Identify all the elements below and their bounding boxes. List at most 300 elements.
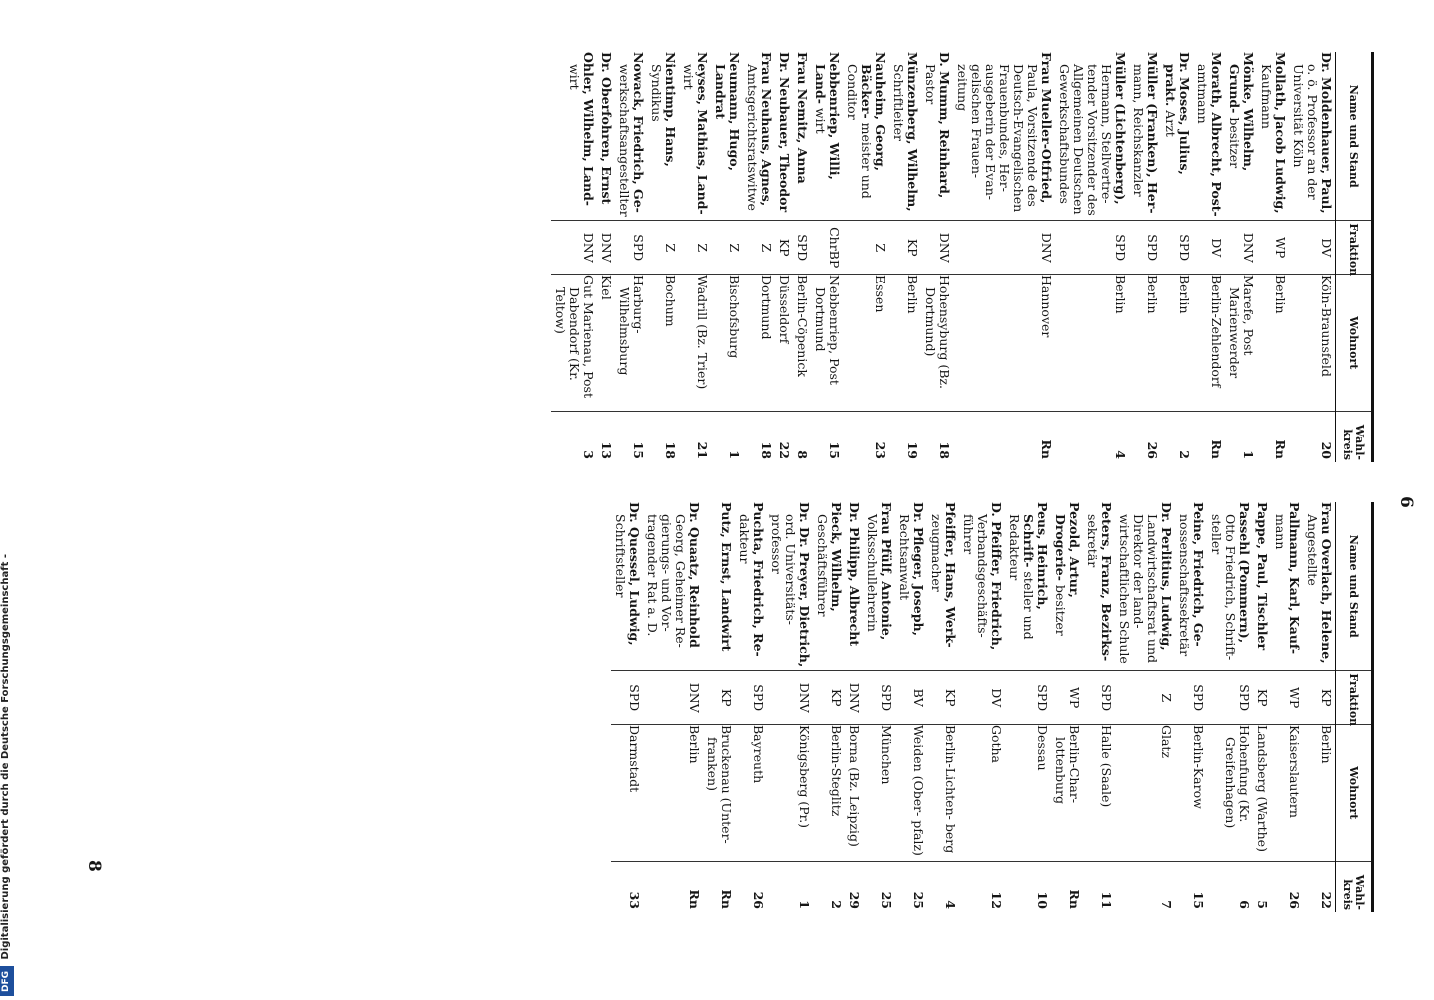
- member-name-cell: [643, 502, 703, 671]
- member-occupation: mann, Reichskanzler: [1130, 64, 1146, 197]
- member-name-cell: [1225, 52, 1257, 221]
- member-wahlkreis: 2: [813, 861, 845, 912]
- table-row: [1225, 52, 1257, 462]
- member-wohnort: Landsberg (Warthe): [1253, 724, 1271, 861]
- member-name-cell: [953, 52, 1055, 221]
- member-occupation: Volksschullehrerin: [864, 514, 880, 632]
- table-row: [863, 502, 895, 912]
- member-wohnort: Kiel: [597, 274, 615, 411]
- member-name-cell: [735, 502, 767, 671]
- table-row: [679, 52, 711, 462]
- member-wohnort: Essen: [843, 274, 889, 411]
- table-row: [1289, 52, 1336, 462]
- member-wohnort: Berlin: [1161, 274, 1193, 411]
- member-fraktion: KP: [775, 221, 793, 275]
- member-occupation: Syndikus: [648, 64, 664, 122]
- member-wohnort: Berlin: [643, 724, 703, 861]
- member-occupation: sekretär: [1084, 514, 1100, 568]
- member-wohnort: Berlin-Karow: [1175, 724, 1207, 861]
- member-wohnort: Berlin-Lichten- berg: [927, 724, 959, 861]
- member-wohnort: Bruckenau (Unter- franken): [703, 724, 735, 861]
- header-name: Name und Stand: [1335, 502, 1371, 671]
- member-name: Frau Neuhaus, Agnes,: [758, 52, 774, 207]
- member-occupation: dakteur: [736, 514, 752, 564]
- table-row: [551, 52, 597, 462]
- member-fraktion: KP: [927, 671, 959, 725]
- member-wohnort: Hannover: [953, 274, 1055, 411]
- member-wahlkreis: 22: [1303, 861, 1336, 912]
- table-row: [1271, 502, 1303, 912]
- header-wahlkreis: Wahl-kreis: [1335, 411, 1371, 462]
- header-wohnort: Wohnort: [1335, 724, 1371, 861]
- member-name: Pezold, Artur, Drogerie-: [1052, 502, 1082, 598]
- member-name: Frau Mueller-Otfried,: [1038, 52, 1054, 204]
- table-row: [775, 52, 793, 462]
- member-fraktion: KP: [1303, 671, 1336, 725]
- member-name-cell: [813, 502, 845, 671]
- member-name-cell: [1193, 52, 1225, 221]
- member-name: Neyses, Mathias, Land-: [694, 52, 710, 215]
- member-wohnort: Marefe, Post Marienwerder: [1225, 274, 1257, 411]
- member-name-cell: [921, 52, 953, 221]
- member-wahlkreis: 21: [679, 411, 711, 462]
- member-name-cell: [611, 502, 643, 671]
- table-row: [1005, 502, 1051, 912]
- member-occupation: wirt: [566, 64, 582, 90]
- member-wohnort: Harburg- Wilhelmsburg: [615, 274, 647, 411]
- member-fraktion: Z: [647, 221, 679, 275]
- member-occupation: Verbandsgeschäfts- führer: [960, 514, 990, 638]
- member-wahlkreis: 18: [647, 411, 679, 462]
- member-name: Münzenberg, Wilhelm,: [904, 52, 920, 212]
- member-wohnort: Gotha: [959, 724, 1005, 861]
- member-wahlkreis: 15: [1175, 861, 1207, 912]
- member-wahlkreis: 26: [1271, 861, 1303, 912]
- member-wahlkreis: 29: [845, 861, 863, 912]
- member-wahlkreis: 18: [921, 411, 953, 462]
- member-name-cell: [743, 52, 775, 221]
- member-fraktion: SPD: [1161, 221, 1193, 275]
- member-fraktion: DNV: [597, 221, 615, 275]
- member-name-cell: [1303, 502, 1336, 671]
- member-name-cell: [1161, 52, 1193, 221]
- table-row: [959, 502, 1005, 912]
- member-name: Peters, Franz, Bezirks-: [1098, 502, 1114, 662]
- member-wahlkreis: 2: [1161, 411, 1193, 462]
- member-name-cell: [597, 52, 615, 221]
- member-fraktion: DNV: [845, 671, 863, 725]
- member-name: Passehl (Pommern),: [1236, 502, 1252, 644]
- member-wahlkreis: Rn: [643, 861, 703, 912]
- table-row: [813, 502, 845, 912]
- member-name: Müller (Lichtenberg),: [1112, 52, 1128, 205]
- member-occupation: Pastor: [922, 64, 938, 105]
- member-name: Dr. Philipp, Albrecht: [846, 502, 862, 647]
- member-wahlkreis: 20: [1289, 411, 1336, 462]
- member-wahlkreis: Rn: [1257, 411, 1289, 462]
- member-fraktion: DV: [959, 671, 1005, 725]
- member-name: Müller (Franken), Her-: [1144, 52, 1160, 214]
- table-row: [767, 502, 813, 912]
- table-row: [615, 52, 647, 462]
- member-name: Dr. Oberfohren, Ernst: [598, 52, 614, 205]
- member-wahlkreis: 19: [889, 411, 921, 462]
- member-wahlkreis: Rn: [1193, 411, 1225, 462]
- dfg-credit: Digitalisierung gefördert durch die Deutsche Forschungsgemeinschaft -: [0, 554, 11, 960]
- member-occupation: Landwirtschaftsrat und Direktor der land- wirtschaftlichen Schule: [1116, 514, 1160, 664]
- member-name-cell: [1257, 52, 1289, 221]
- top-rule: [1371, 52, 1374, 462]
- member-name-cell: [1051, 502, 1083, 671]
- member-wohnort: Berlin: [1129, 274, 1161, 411]
- member-name: Neumann, Hugo, Landrat: [712, 52, 742, 172]
- table-row: [843, 52, 889, 462]
- member-wohnort: Berlin-Cöpenick: [793, 274, 811, 411]
- member-occupation: mann: [1272, 514, 1288, 550]
- member-name: Dr. Pfleger, Joseph,: [910, 502, 926, 636]
- member-occupation: steller und Redakteur: [1006, 514, 1036, 640]
- member-name: Dr. Quessel, Ludwig,: [626, 502, 642, 646]
- member-wohnort: München: [863, 724, 895, 861]
- member-wahlkreis: 10: [1005, 861, 1051, 912]
- member-wohnort: Berlin-Steglitz: [813, 724, 845, 861]
- member-name-cell: [1129, 52, 1161, 221]
- member-name-cell: [551, 52, 597, 221]
- member-wohnort: Berlin: [1303, 724, 1336, 861]
- member-wohnort: Köln-Braunsfeld: [1289, 274, 1336, 411]
- member-name: Puchta, Friedrich, Re-: [750, 502, 766, 657]
- member-name-cell: [895, 502, 927, 671]
- member-wohnort: Dortmund: [743, 274, 775, 411]
- member-wohnort: Berlin-Char- lottenburg: [1051, 724, 1083, 861]
- left-column: [551, 52, 1374, 462]
- member-name: Peine, Friedrich, Ge-: [1190, 502, 1206, 647]
- member-wohnort: Kaiserslautern: [1271, 724, 1303, 861]
- member-fraktion: SPD: [863, 671, 895, 725]
- header-fraktion: Fraktion: [1335, 221, 1371, 275]
- member-fraktion: KP: [889, 221, 921, 275]
- member-name-cell: [811, 52, 843, 221]
- member-wohnort: Glatz: [1115, 724, 1175, 861]
- member-name: Dr. Quaatz, Reinhold: [686, 502, 702, 648]
- table-row: [611, 502, 643, 912]
- member-fraktion: Z: [711, 221, 743, 275]
- header-wahlkreis: Wahl-kreis: [1335, 861, 1371, 912]
- member-name: Frau Nemitz, Anna: [794, 52, 810, 184]
- member-name: Frau Overlach, Helene,: [1318, 502, 1334, 664]
- member-name: D. Mumm, Reinhard,: [936, 52, 952, 199]
- member-name-cell: [647, 52, 679, 221]
- member-wahlkreis: 11: [1083, 861, 1115, 912]
- table-row: [1193, 52, 1225, 462]
- member-fraktion: KP: [703, 671, 735, 725]
- header-fraktion: Fraktion: [1335, 671, 1371, 725]
- table-row: [889, 52, 921, 462]
- member-wohnort: Borna (Bz. Leipzig): [845, 724, 863, 861]
- member-name-cell: [889, 52, 921, 221]
- member-occupation: Georg, Geheimer Re- gierungs- und Vor- tragender Rat a. D.: [644, 514, 688, 648]
- member-name-cell: [1253, 502, 1271, 671]
- member-fraktion: KP: [813, 671, 845, 725]
- member-name-cell: [863, 502, 895, 671]
- member-fraktion: Z: [743, 221, 775, 275]
- member-occupation: o. ö. Professor an der Universität Köln: [1290, 64, 1320, 200]
- table-row: [921, 52, 953, 462]
- member-wahlkreis: 25: [895, 861, 927, 912]
- member-wahlkreis: 22: [775, 411, 793, 462]
- top-rule: [1371, 502, 1374, 912]
- member-wahlkreis: 15: [615, 411, 647, 462]
- member-wohnort: Halle (Saale): [1083, 724, 1115, 861]
- member-occupation: meister und Conditor: [844, 64, 874, 199]
- member-name-cell: [1115, 502, 1175, 671]
- member-wohnort: Wadrill (Bz. Trier): [679, 274, 711, 411]
- member-name-cell: [1175, 502, 1207, 671]
- member-wahlkreis: 6: [1207, 861, 1253, 912]
- member-name: Nauheim, Georg, Bäcker-: [858, 52, 888, 171]
- member-name: Dr. Moldenhauer, Paul,: [1318, 52, 1334, 214]
- dfg-logo: DFG: [0, 966, 14, 996]
- member-name-cell: [845, 502, 863, 671]
- table-row: [1257, 52, 1289, 462]
- member-occupation: Rechtsanwalt: [896, 514, 912, 600]
- member-table-left: [551, 52, 1371, 462]
- table-row: [1129, 52, 1161, 462]
- member-fraktion: SPD: [735, 671, 767, 725]
- member-fraktion: Z: [843, 221, 889, 275]
- member-fraktion: Z: [679, 221, 711, 275]
- member-wahlkreis: 26: [1129, 411, 1161, 462]
- member-fraktion: ChrBP: [811, 221, 843, 275]
- member-fraktion: SPD: [1129, 221, 1161, 275]
- member-occupation: wirt: [812, 107, 828, 134]
- member-name: Peus, Heinrich, Schrift-: [1020, 502, 1050, 610]
- table-row: [1055, 52, 1129, 462]
- table-row: [735, 502, 767, 912]
- member-name-cell: [843, 52, 889, 221]
- member-name: Dr. Dr. Preyer, Dietrich,: [796, 502, 812, 668]
- table-row: [927, 502, 959, 912]
- member-occupation: nossenschaftssekretär: [1176, 514, 1192, 657]
- member-occupation: Geschäftsführer: [814, 514, 830, 617]
- member-occupation: wirt: [680, 64, 696, 90]
- member-wahlkreis: 26: [735, 861, 767, 912]
- table-row: [845, 502, 863, 912]
- member-name-cell: [1271, 502, 1303, 671]
- member-wahlkreis: 25: [863, 861, 895, 912]
- member-occupation: Hermann, Stellvertre- tender Vorsitzender des Allgemeinen Deutschen Gewerkschaftsbundes: [1056, 64, 1114, 216]
- member-name: Frau Pfülf, Antonie,: [878, 502, 894, 641]
- member-wohnort: Darmstadt: [611, 724, 643, 861]
- table-row: [953, 52, 1055, 462]
- member-fraktion: SPD: [1005, 671, 1051, 725]
- member-fraktion: KP: [1253, 671, 1271, 725]
- table-row: [895, 502, 927, 912]
- member-occupation: besitzer: [1052, 584, 1068, 636]
- member-fraktion: SPD: [1207, 671, 1253, 725]
- member-occupation: besitzer: [1226, 117, 1242, 169]
- page-number-bottom: 8: [84, 860, 104, 872]
- member-occupation: Paula, Vorsitzende des Deutsch-Evangelischen Frauenbundes, Her- ausgeberin der Evan- gelischen Frauen- zeitung: [954, 64, 1040, 213]
- member-wahlkreis: 15: [811, 411, 843, 462]
- member-name-cell: [1289, 52, 1336, 221]
- member-wohnort: Gut Marienau, Post Dabendorf (Kr. Teltow): [551, 274, 597, 411]
- header-row: [1335, 52, 1371, 462]
- member-wahlkreis: Rn: [1051, 861, 1083, 912]
- table-row: [1051, 502, 1083, 912]
- member-occupation: ord. Universitäts- professor: [768, 514, 798, 626]
- member-name-cell: [703, 502, 735, 671]
- member-wohnort: Berlin: [889, 274, 921, 411]
- table-row: [711, 52, 743, 462]
- member-name: Nowack, Friedrich, Ge-: [630, 52, 646, 213]
- right-column: [611, 502, 1374, 912]
- member-table-right: [611, 502, 1371, 912]
- member-fraktion: WP: [1271, 671, 1303, 725]
- member-name-cell: [767, 502, 813, 671]
- table-row: [793, 52, 811, 462]
- member-wahlkreis: 7: [1115, 861, 1175, 912]
- member-wohnort: Bischofsburg: [711, 274, 743, 411]
- member-wahlkreis: 1: [1225, 411, 1257, 462]
- table-row: [597, 52, 615, 462]
- member-fraktion: DNV: [767, 671, 813, 725]
- table-row: [811, 52, 843, 462]
- table-row: [1115, 502, 1175, 912]
- member-wahlkreis: 5: [1253, 861, 1271, 912]
- member-occupation: Otto Friedrich, Schrift- steller: [1208, 514, 1238, 661]
- member-name: Mönke, Wilhelm, Grund-: [1226, 52, 1256, 172]
- member-name-cell: [1055, 52, 1129, 221]
- member-wahlkreis: 8: [793, 411, 811, 462]
- member-name: Morath, Albrecht, Post-: [1208, 52, 1224, 217]
- member-name-cell: [1083, 502, 1115, 671]
- member-fraktion: SPD: [1175, 671, 1207, 725]
- member-fraktion: SPD: [615, 221, 647, 275]
- member-wohnort: Berlin: [1257, 274, 1289, 411]
- member-occupation: zeugmacher: [928, 514, 944, 592]
- member-fraktion: DNV: [953, 221, 1055, 275]
- member-occupation: Amtsgerichtsratswitwe: [744, 64, 760, 211]
- member-occupation: amtmann: [1194, 64, 1210, 124]
- member-wahlkreis: 4: [927, 861, 959, 912]
- member-fraktion: BV: [895, 671, 927, 725]
- member-name: Putz, Ernst, Landwirt: [718, 502, 734, 652]
- member-fraktion: DNV: [643, 671, 703, 725]
- header-name: Name und Stand: [1335, 52, 1371, 221]
- member-wohnort: Hohenfung (Kr. Greifenhagen): [1207, 724, 1253, 861]
- header-wohnort: Wohnort: [1335, 274, 1371, 411]
- member-name: Pappe, Paul, Tischler: [1254, 502, 1270, 651]
- member-wahlkreis: 13: [597, 411, 615, 462]
- member-fraktion: DV: [1193, 221, 1225, 275]
- member-wahlkreis: 1: [711, 411, 743, 462]
- member-occupation: Schriftleiter: [890, 64, 906, 142]
- table-row: [1207, 502, 1253, 912]
- member-name-cell: [959, 502, 1005, 671]
- table-row: [703, 502, 735, 912]
- member-wahlkreis: 12: [959, 861, 1005, 912]
- member-wohnort: Düsseldorf: [775, 274, 793, 411]
- member-wohnort: Bochum: [647, 274, 679, 411]
- member-name: Pieck, Wilhelm,: [828, 502, 844, 612]
- member-name-cell: [1207, 502, 1253, 671]
- member-fraktion: WP: [1257, 221, 1289, 275]
- member-fraktion: SPD: [793, 221, 811, 275]
- member-wahlkreis: 3: [551, 411, 597, 462]
- member-name: Dr. Perlitius, Ludwig,: [1158, 502, 1174, 651]
- member-wohnort: Bayreuth: [735, 724, 767, 861]
- member-name-cell: [927, 502, 959, 671]
- member-occupation: werkschaftsangestellter: [616, 64, 632, 217]
- table-row: [1175, 502, 1207, 912]
- member-wahlkreis: Rn: [703, 861, 735, 912]
- header-row: [1335, 502, 1371, 912]
- member-name: Pallmann, Karl, Kauf-: [1286, 502, 1302, 655]
- member-wohnort: Hohensyburg (Bz. Dortmund): [921, 274, 953, 411]
- member-name-cell: [711, 52, 743, 221]
- member-wahlkreis: 23: [843, 411, 889, 462]
- member-wahlkreis: 1: [767, 861, 813, 912]
- member-wahlkreis: 4: [1055, 411, 1129, 462]
- member-name: Ohler, Wilhelm, Land-: [580, 52, 596, 206]
- member-fraktion: WP: [1051, 671, 1083, 725]
- table-row: [743, 52, 775, 462]
- member-occupation: Schriftsteller: [612, 514, 628, 598]
- member-name-cell: [679, 52, 711, 221]
- member-fraktion: SPD: [1055, 221, 1129, 275]
- member-occupation: Arzt: [1162, 110, 1178, 137]
- member-wohnort: Weiden (Ober- pfalz): [895, 724, 927, 861]
- member-name-cell: [775, 52, 793, 221]
- member-name: Dr. Neubauer, Theodor: [776, 52, 792, 213]
- member-name-cell: [615, 52, 647, 221]
- member-wohnort: Berlin-Zehlendorf: [1193, 274, 1225, 411]
- table-row: [643, 502, 703, 912]
- member-wohnort: Königsberg (Pr.): [767, 724, 813, 861]
- member-name-cell: [793, 52, 811, 221]
- table-row: [1083, 502, 1115, 912]
- member-name: Nebbenriep, Willi, Land-: [812, 52, 842, 180]
- table-row: [1161, 52, 1193, 462]
- member-wohnort: Dessau: [1005, 724, 1051, 861]
- page-number-top: 6: [1396, 496, 1416, 508]
- member-occupation: Angestellte: [1304, 514, 1320, 586]
- member-wahlkreis: 33: [611, 861, 643, 912]
- member-occupation: Kaufmann: [1258, 64, 1274, 129]
- table-row: [647, 52, 679, 462]
- member-wahlkreis: 18: [743, 411, 775, 462]
- member-fraktion: DNV: [1225, 221, 1257, 275]
- table-row: [1253, 502, 1271, 912]
- member-name: Pfeiffer, Hans, Werk-: [942, 502, 958, 648]
- member-fraktion: DNV: [551, 221, 597, 275]
- member-name-cell: [1005, 502, 1051, 671]
- member-fraktion: SPD: [1083, 671, 1115, 725]
- member-fraktion: DNV: [921, 221, 953, 275]
- table-row: [1303, 502, 1336, 912]
- member-wohnort: Nebbenriep, Post Dortmund: [811, 274, 843, 411]
- member-name: Nientimp, Hans,: [662, 52, 678, 167]
- member-name: D. Pfeiffer, Friedrich,: [988, 502, 1004, 651]
- member-fraktion: DV: [1289, 221, 1336, 275]
- member-wahlkreis: Rn: [953, 411, 1055, 462]
- member-name: Mollath, Jacob Ludwig,: [1272, 52, 1288, 214]
- member-wohnort: Berlin: [1055, 274, 1129, 411]
- member-name: Dr. Moses, Julius, prakt.: [1162, 52, 1192, 175]
- member-fraktion: SPD: [611, 671, 643, 725]
- member-fraktion: Z: [1115, 671, 1175, 725]
